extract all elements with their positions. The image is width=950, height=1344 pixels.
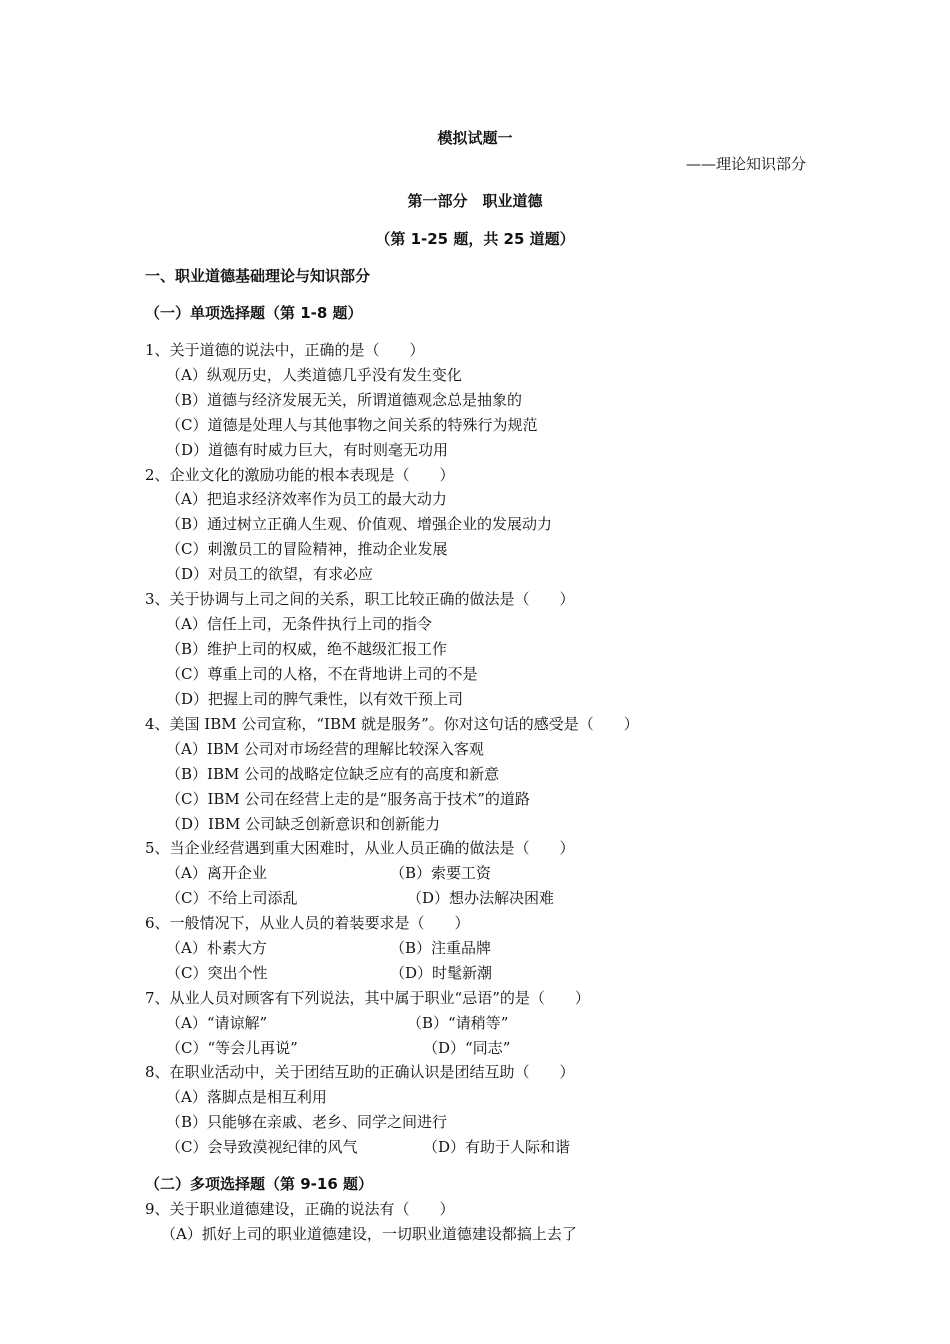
question-stem: 1、关于道德的说法中，正确的是（ ） (145, 341, 425, 359)
question-option: （B）道德与经济发展无关，所谓道德观念总是抽象的 (166, 391, 523, 409)
question-option: （A）落脚点是相互利用 (166, 1088, 327, 1106)
question-stem: 5、当企业经营遇到重大困难时，从业人员正确的做法是（ ） (145, 839, 575, 857)
question-option: （D）IBM 公司缺乏创新意识和创新能力 (166, 815, 441, 833)
question-option: （D）想办法解决困难 (407, 889, 555, 907)
question-stem: 6、一般情况下，从业人员的着装要求是（ ） (145, 914, 470, 932)
question-option: （D）道德有时威力巨大，有时则毫无功用 (166, 441, 449, 459)
question-option: （B）只能够在亲戚、老乡、同学之间进行 (166, 1113, 448, 1131)
question-option: （B）“请稍等” (407, 1014, 509, 1032)
question-option: （C）不给上司添乱 (166, 889, 298, 907)
question-option: （D）对员工的欲望，有求必应 (166, 565, 374, 583)
question-stem: 8、在职业活动中，关于团结互助的正确认识是团结互助（ ） (145, 1063, 575, 1081)
question-option: （A）纵观历史，人类道德几乎没有发生变化 (166, 366, 462, 384)
page-title: 模拟试题一 (437, 129, 513, 147)
question-option: （D）把握上司的脾气秉性，以有效干预上司 (166, 690, 464, 708)
subsection-heading-multiple: （二）多项选择题（第 9-16 题） (145, 1175, 373, 1193)
question-option: （D）“同志” (423, 1039, 511, 1057)
section-heading: 一、职业道德基础理论与知识部分 (145, 267, 371, 285)
question-option: （A）IBM 公司对市场经营的理解比较深入客观 (166, 740, 484, 758)
question-option: （B）维护上司的权威，绝不越级汇报工作 (166, 640, 448, 658)
part-title: 第一部分 职业道德 (407, 192, 543, 210)
question-option: （A）把追求经济效率作为员工的最大动力 (166, 490, 447, 508)
question-option: （C）“等会儿再说” (166, 1039, 298, 1057)
question-option: （B）注重品牌 (390, 939, 492, 957)
question-option: （C）道德是处理人与其他事物之间关系的特殊行为规范 (166, 416, 538, 434)
page-subtitle: ——理论知识部分 (685, 155, 806, 173)
question-option: （C）突出个性 (166, 964, 268, 982)
question-stem: 9、关于职业道德建设，正确的说法有（ ） (145, 1200, 455, 1218)
question-option: （B）通过树立正确人生观、价值观、增强企业的发展动力 (166, 515, 553, 533)
question-stem: 2、企业文化的激励功能的根本表现是（ ） (145, 466, 455, 484)
subsection-heading-single: （一）单项选择题（第 1-8 题） (145, 304, 363, 322)
part-range: （第 1-25 题，共 25 道题） (375, 230, 575, 248)
question-option: （A）抓好上司的职业道德建设，一切职业道德建设都搞上去了 (161, 1225, 577, 1243)
question-stem: 4、美国 IBM 公司宣称，“IBM 就是服务”。你对这句话的感受是（ ） (145, 715, 639, 733)
question-option: （C）IBM 公司在经营上走的是“服务高于技术”的道路 (166, 790, 530, 808)
question-option: （C）尊重上司的人格，不在背地讲上司的不是 (166, 665, 478, 683)
question-option: （C）刺激员工的冒险精神，推动企业发展 (166, 540, 448, 558)
question-option: （A）“请谅解” (166, 1014, 268, 1032)
question-option: （D）有助于人际和谐 (423, 1138, 571, 1156)
question-option: （C）会导致漠视纪律的风气 (166, 1138, 358, 1156)
question-option: （B）索要工资 (390, 864, 492, 882)
question-option: （D）时髦新潮 (390, 964, 493, 982)
question-stem: 3、关于协调与上司之间的关系，职工比较正确的做法是（ ） (145, 590, 575, 608)
question-option: （A）信任上司，无条件执行上司的指令 (166, 615, 432, 633)
question-option: （A）朴素大方 (166, 939, 267, 957)
question-stem: 7、从业人员对顾客有下列说法，其中属于职业“忌语”的是（ ） (145, 989, 590, 1007)
question-option: （B）IBM 公司的战略定位缺乏应有的高度和新意 (166, 765, 500, 783)
question-option: （A）离开企业 (166, 864, 267, 882)
